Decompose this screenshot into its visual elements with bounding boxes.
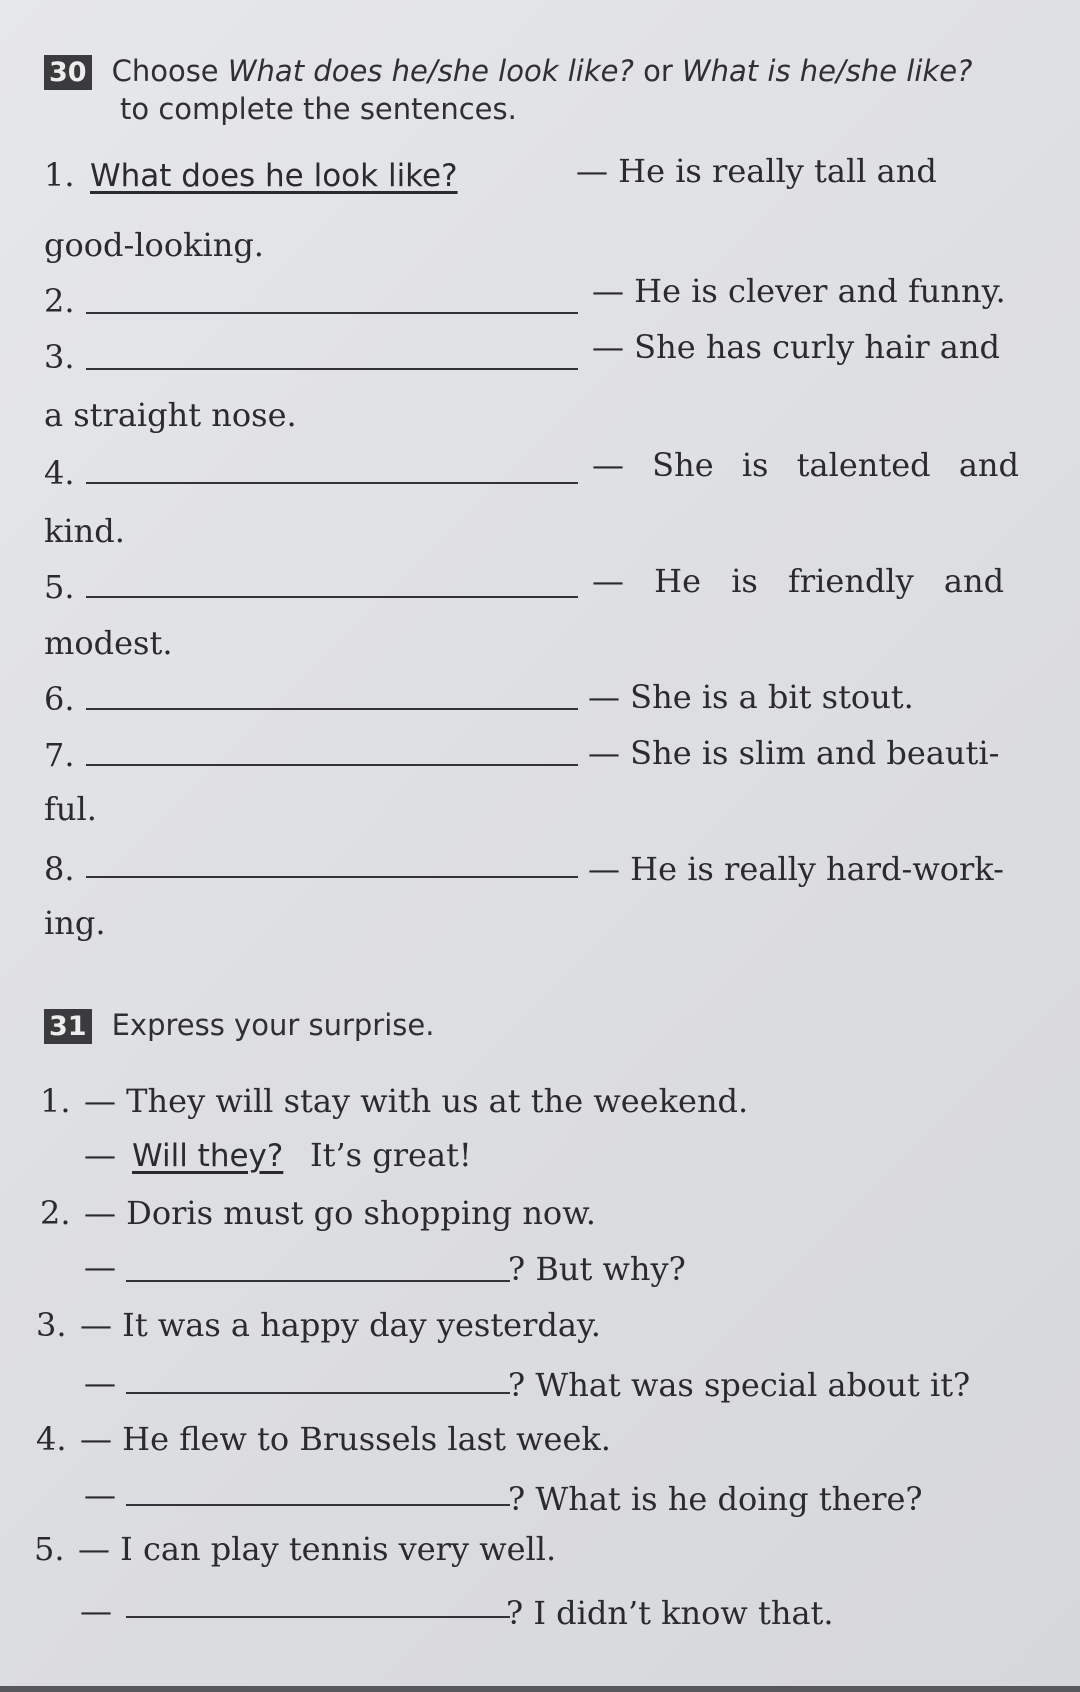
answer-blank[interactable] [86,368,578,370]
response-text: — He is friendly and [592,562,1005,600]
item-number: 1. [40,1082,71,1120]
exercise-31-instruction: Express your surprise. [111,1008,435,1042]
item-number: 7. [44,736,75,774]
filled-answer: Will they? [132,1138,284,1174]
reply-dash: — [84,1136,116,1174]
response-text: — She has curly hair and [592,328,1000,366]
answer-blank[interactable] [126,1392,510,1394]
answer-blank[interactable] [86,596,578,598]
response-text: — He is really hard-work- [588,850,1004,888]
answer-blank[interactable] [126,1504,510,1506]
item-number: 1. [44,156,75,194]
statement-text: — It was a happy day yesterday. [80,1306,601,1344]
page-bottom-edge [0,1686,1080,1692]
response-continuation: good-looking. [44,226,264,264]
reply-text: It’s great! [310,1136,472,1174]
reply-dash: — [84,1364,116,1402]
response-continuation: ing. [44,904,106,942]
filled-answer: What does he look like? [90,158,458,194]
reply-text: ? But why? [508,1250,686,1288]
statement-text: — Doris must go shopping now. [84,1194,596,1232]
response-text: — He is clever and funny. [592,272,1006,310]
answer-blank[interactable] [126,1616,510,1618]
response-text: — She is a bit stout. [588,678,914,716]
exercise-30-header [44,54,973,126]
reply-dash: — [84,1476,116,1514]
reply-text: ? What was special about it? [508,1366,971,1404]
item-number: 2. [44,282,75,320]
reply-text: ? What is he doing there? [508,1480,923,1518]
statement-text: — They will stay with us at the weekend. [84,1082,749,1120]
item-number: 5. [44,568,75,606]
answer-blank[interactable] [86,312,578,314]
answer-blank[interactable] [126,1280,510,1282]
exercise-30-instruction: Choose What does he/she look like? or What is he/she like? [111,54,973,88]
item-number: 8. [44,850,75,888]
reply-text: ? I didn’t know that. [506,1594,834,1632]
item-number: 3. [36,1306,67,1344]
item-number: 5. [34,1530,65,1568]
exercise-number-badge: 30 [44,55,92,90]
reply-dash: — [80,1592,112,1630]
item-number: 2. [40,1194,71,1232]
statement-text: — He flew to Brussels last week. [80,1420,611,1458]
response-text: — He is really tall and [576,152,937,190]
answer-blank[interactable] [86,764,578,766]
response-text: — She is slim and beauti- [588,734,1000,772]
response-continuation: modest. [44,624,173,662]
response-continuation: a straight nose. [44,396,297,434]
item-number: 3. [44,338,75,376]
item-number: 4. [44,454,75,492]
reply-dash: — [84,1248,116,1286]
answer-blank[interactable] [86,708,578,710]
answer-blank[interactable] [86,482,578,484]
statement-text: — I can play tennis very well. [78,1530,557,1568]
exercise-30-instruction-line2: to complete the sentences. [120,92,517,126]
response-continuation: ful. [44,790,97,828]
exercise-31-header [44,1008,434,1044]
item-number: 6. [44,680,75,718]
exercise-number-badge: 31 [44,1009,92,1044]
answer-blank[interactable] [86,876,578,878]
item-number: 4. [36,1420,67,1458]
response-text: — She is talented and [592,446,1019,484]
response-continuation: kind. [44,512,125,550]
